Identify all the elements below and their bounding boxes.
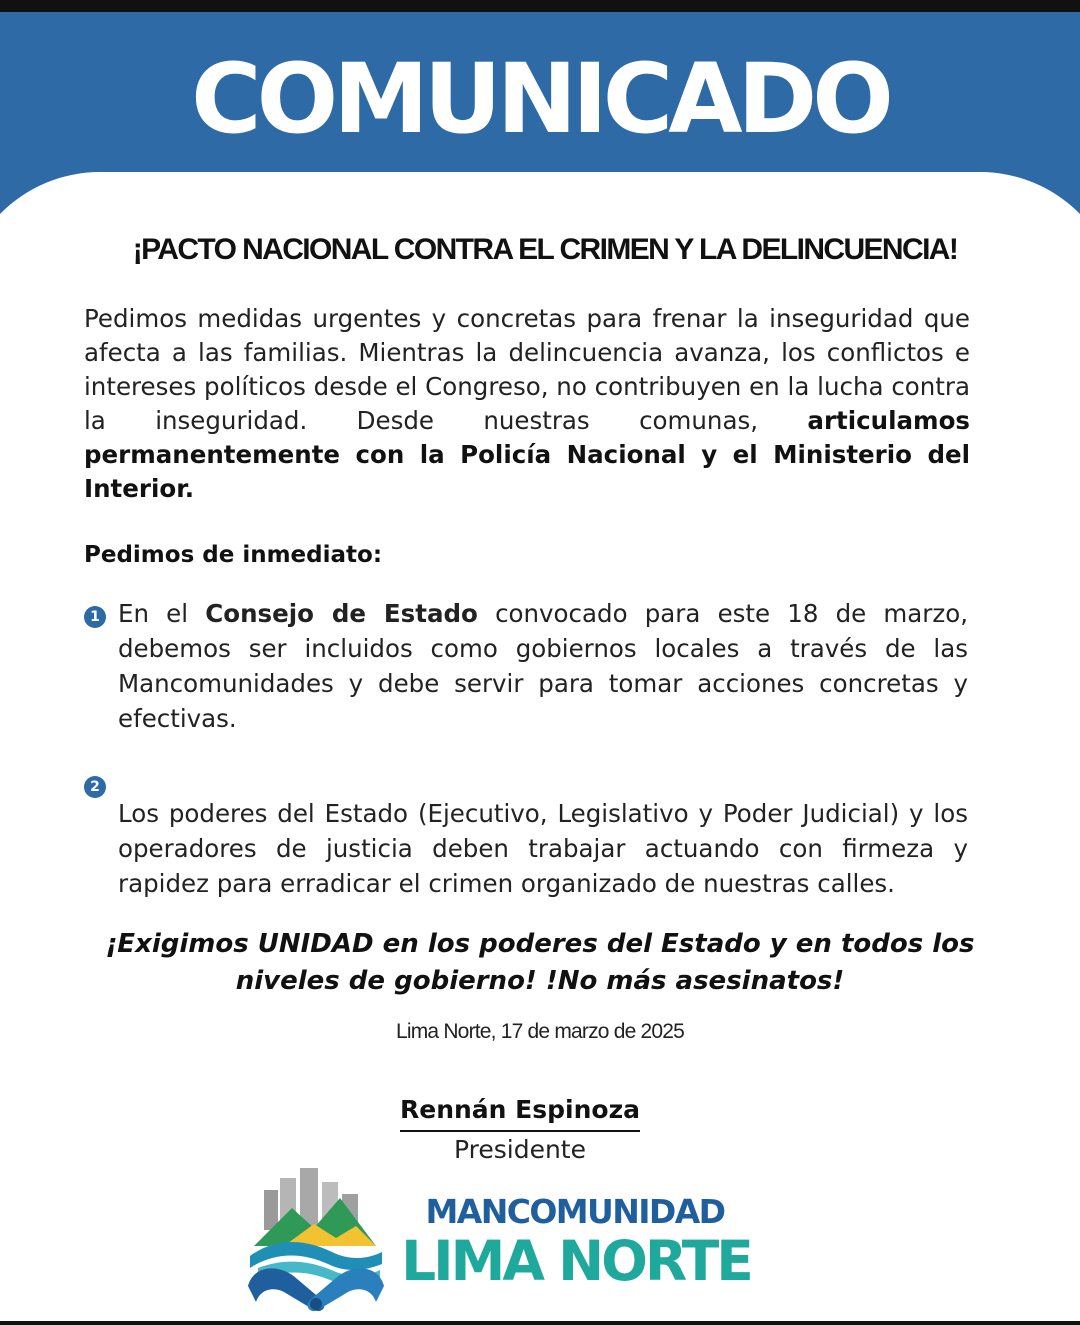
signer-name: Rennán Espinoza — [400, 1095, 640, 1124]
demand-item-1-bold: Consejo de Estado — [205, 599, 478, 628]
intro-text: Pedimos medidas urgentes y concretas para frenar la inseguridad que afecta a las familias. Mientras la delincuencia avanza, los conflictos e intereses políticos desde el Congreso, no contribuyen en la lucha contra la inseguridad. Desde nuestras comunas, — [84, 304, 970, 435]
number-one-icon: 1 — [84, 606, 106, 628]
demand-item-1-before: En el — [118, 599, 189, 628]
date-location: Lima Norte, 17 de marzo de 2025 — [395, 1020, 685, 1043]
demand-item-2: Los poderes del Estado (Ejecutivo, Legislativo y Poder Judicial) y los operadores de justicia deben trabajar actuando con firmeza y rapidez para erradicar el crimen organizado de nuestras calles. — [118, 799, 968, 898]
closing-statement — [60, 926, 1020, 1000]
closing-line-1: ¡Exigimos UNIDAD en los poderes del Estado y en todos los — [105, 929, 975, 959]
signer-role: Presidente — [454, 1135, 586, 1164]
demand-item-1 — [118, 596, 968, 736]
logo-line-2: LIMA NORTE — [401, 1229, 751, 1293]
logo-line-1: MANCOMUNIDAD — [425, 1192, 725, 1231]
intro-bold-text: articulamos permanentemente con la Policía Nacional y el Ministerio del Interior. — [84, 406, 970, 503]
closing-line-2: niveles de gobierno! !No más asesinatos! — [235, 966, 845, 996]
demand-item-1-after: convocado para este 18 de marzo, debemos ser incluidos como gobiernos locales a través de las Mancomunidades y debe servir para tomar acciones concretas y efectivas. — [118, 599, 968, 733]
handshake-mountains-logo-icon — [244, 1168, 389, 1318]
headline: ¡PACTO NACIONAL CONTRA EL CRIMEN Y LA DELINCUENCIA! — [132, 233, 958, 266]
number-two-icon: 2 — [84, 776, 106, 798]
intro-paragraph — [84, 302, 970, 506]
page-title: COMUNICADO — [191, 43, 889, 155]
demands-title: Pedimos de inmediato: — [84, 542, 383, 568]
